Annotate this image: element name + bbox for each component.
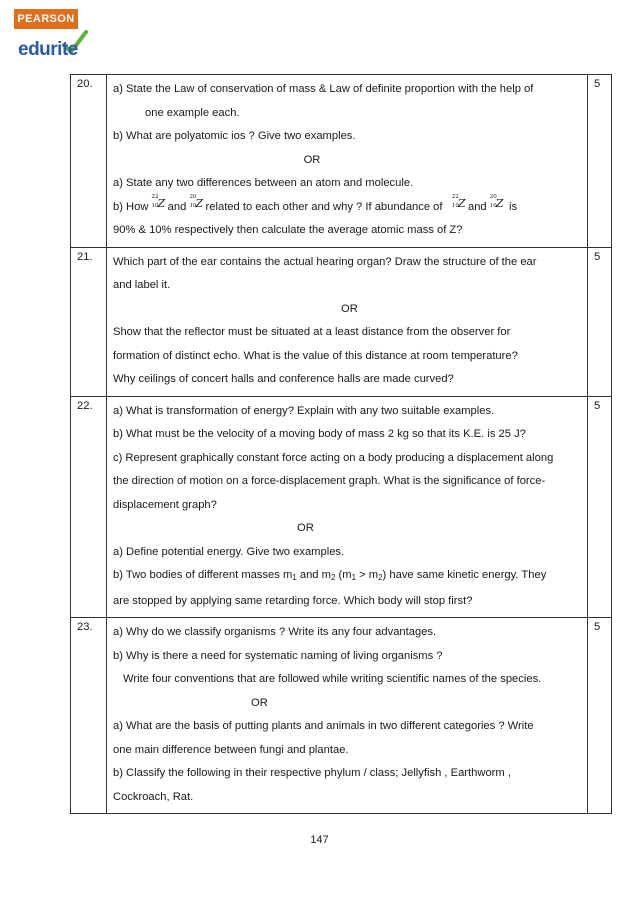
subscript: 2	[330, 573, 336, 582]
question-marks: 5	[588, 618, 612, 814]
element-symbol: Z	[157, 196, 166, 210]
text-line: Which part of the ear contains the actual hearing organ? Draw the structure of the ear	[113, 255, 537, 268]
text-fragment: b) How	[113, 200, 149, 213]
text-line: a) Define potential energy. Give two examples.	[113, 545, 345, 558]
or-separator: OR	[297, 522, 314, 534]
question-row-22	[71, 396, 612, 618]
text-line: and label it.	[113, 279, 171, 291]
text-line: a) What are the basis of putting plants and animals in two different categories ? Write	[113, 720, 534, 732]
question-marks: 5	[588, 396, 612, 618]
question-row-20	[71, 75, 612, 248]
text-fragment: and m	[296, 569, 331, 581]
text-line: Why ceilings of concert halls and conference halls are made curved?	[113, 373, 454, 385]
text-line: a) Why do we classify organisms ? Write its any four advantages.	[113, 626, 437, 638]
question-text	[107, 75, 588, 248]
questions-table	[70, 74, 612, 814]
publisher-logo	[14, 9, 104, 65]
text-fragment: (m	[335, 569, 352, 581]
nuclide-symbol	[451, 193, 466, 211]
text-line: b) Classify the following in their respective phylum / class; Jellyfish , Earthworm ,	[113, 767, 511, 779]
text-line: a) What is transformation of energy? Explain with any two suitable examples.	[113, 404, 495, 417]
question-row-23	[71, 618, 612, 814]
text-line: formation of distinct echo. What is the value of this distance at room temperature?	[113, 349, 518, 362]
atomic-number: 10	[489, 202, 497, 209]
subscript: 1	[351, 573, 357, 582]
text-line: one example each.	[145, 106, 240, 119]
text-line: 90% & 10% respectively then calculate the average atomic mass of Z?	[113, 224, 463, 236]
text-line-masses	[113, 564, 581, 590]
mass-number: 22	[451, 193, 459, 200]
text-line: a) State the Law of conservation of mass & Law of definite proportion with the help of	[113, 83, 534, 95]
nuclide-symbol	[151, 193, 166, 211]
text-fragment: and	[467, 200, 487, 213]
text-line: displacement graph?	[113, 498, 217, 511]
element-symbol: Z	[457, 196, 466, 210]
text-line: are stopped by applying same retarding force. Which body will stop first?	[113, 594, 473, 607]
question-number: 20.	[71, 75, 107, 248]
text-line: one main difference between fungi and plantae.	[113, 743, 349, 756]
or-separator: OR	[341, 302, 358, 315]
text-line: b) What must be the velocity of a moving body of mass 2 kg so that its K.E. is 25 J?	[113, 428, 526, 440]
subscript: 2	[378, 573, 383, 582]
text-fragment: and	[167, 200, 187, 213]
nuclide-symbol	[489, 193, 504, 211]
text-line: b) Why is there a need for systematic naming of living organisms ?	[113, 649, 443, 662]
or-separator: OR	[303, 153, 321, 166]
mass-number: 20	[489, 193, 497, 200]
question-number: 22.	[71, 396, 107, 618]
text-line: a) State any two differences between an atom and molecule.	[113, 177, 414, 189]
edurite-wordmark: edurite	[18, 39, 78, 60]
text-fragment: is	[508, 200, 518, 213]
text-line: Show that the reflector must be situated at a least distance from the observer for	[113, 326, 511, 338]
text-line: Write four conventions that are followed while writing scientific names of the species.	[123, 673, 542, 685]
question-marks: 5	[588, 75, 612, 248]
question-text	[107, 247, 588, 396]
or-separator: OR	[251, 696, 268, 709]
text-fragment: > m	[356, 569, 379, 581]
text-line: c) Represent graphically constant force acting on a body producing a displacement along	[113, 451, 554, 464]
page-number: 147	[310, 834, 329, 846]
question-number: 23.	[71, 618, 107, 814]
text-fragment: related to each other and why ? If abundance of	[205, 200, 443, 213]
question-row-21	[71, 247, 612, 396]
subscript: 1	[292, 573, 297, 582]
atomic-number: 10	[189, 202, 197, 209]
element-symbol: Z	[495, 196, 504, 210]
mass-number: 20	[189, 193, 197, 200]
mass-number: 22	[151, 193, 159, 200]
question-marks: 5	[588, 247, 612, 396]
question-text	[107, 618, 588, 814]
question-number: 21.	[71, 247, 107, 396]
text-fragment: b) Two bodies of different masses m	[113, 569, 293, 581]
question-text	[107, 396, 588, 618]
pearson-badge: PEARSON	[14, 9, 78, 29]
element-symbol: Z	[195, 196, 204, 210]
text-line: b) What are polyatomic ios ? Give two examples.	[113, 130, 356, 142]
nuclide-symbol	[189, 193, 204, 211]
text-line-nuclides	[113, 193, 581, 220]
text-fragment: ) have same kinetic energy. They	[382, 569, 547, 581]
text-line: the direction of motion on a force-displacement graph. What is the significance of force-	[113, 475, 546, 487]
atomic-number: 10	[451, 202, 459, 209]
text-line: Cockroach, Rat.	[113, 790, 194, 803]
atomic-number: 10	[151, 202, 159, 209]
